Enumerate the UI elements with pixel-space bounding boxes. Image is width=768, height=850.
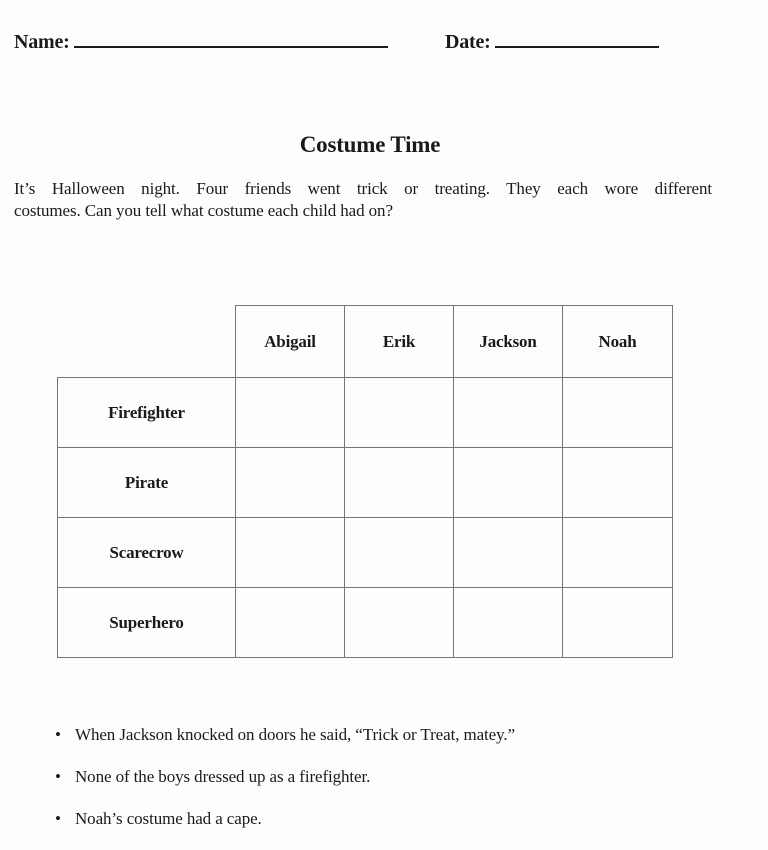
grid-cell-superhero-erik[interactable] bbox=[345, 588, 454, 658]
costume-logic-grid bbox=[57, 305, 673, 658]
grid-cell-superhero-noah[interactable] bbox=[563, 588, 673, 658]
grid-cell-firefighter-abigail[interactable] bbox=[236, 378, 345, 448]
row-header-superhero: Superhero bbox=[58, 588, 236, 658]
date-group bbox=[445, 31, 659, 54]
worksheet-title: Costume Time bbox=[299, 132, 441, 157]
date-label: Date: bbox=[445, 31, 491, 53]
grid-corner-cell bbox=[58, 306, 236, 378]
grid-cell-scarecrow-abigail[interactable] bbox=[236, 518, 345, 588]
column-header-erik: Erik bbox=[345, 306, 454, 378]
column-header-noah: Noah bbox=[563, 306, 673, 378]
grid-header-row bbox=[58, 306, 673, 378]
date-blank-field[interactable] bbox=[495, 32, 659, 48]
row-header-pirate: Pirate bbox=[58, 448, 236, 518]
name-blank-field[interactable] bbox=[74, 32, 388, 48]
column-header-jackson: Jackson bbox=[454, 306, 563, 378]
bullet-icon bbox=[55, 724, 75, 746]
clue-item bbox=[55, 724, 715, 746]
clue-item bbox=[55, 766, 715, 788]
clue-item bbox=[55, 808, 715, 830]
grid-row-superhero bbox=[58, 588, 673, 658]
instructions-line-2: costumes. Can you tell what costume each child had on? bbox=[14, 201, 393, 220]
grid-cell-superhero-abigail[interactable] bbox=[236, 588, 345, 658]
instructions-line-1: It’s Halloween night. Four friends went trick or treating. They each wore different bbox=[14, 179, 712, 198]
bullet-icon bbox=[55, 766, 75, 788]
row-header-scarecrow: Scarecrow bbox=[58, 518, 236, 588]
grid-cell-firefighter-erik[interactable] bbox=[345, 378, 454, 448]
grid-cell-scarecrow-erik[interactable] bbox=[345, 518, 454, 588]
grid-cell-scarecrow-jackson[interactable] bbox=[454, 518, 563, 588]
grid-cell-firefighter-jackson[interactable] bbox=[454, 378, 563, 448]
clue-text-1: When Jackson knocked on doors he said, “Trick or Treat, matey.” bbox=[75, 725, 516, 744]
bullet-icon bbox=[55, 808, 75, 830]
grid-cell-scarecrow-noah[interactable] bbox=[563, 518, 673, 588]
grid-row-firefighter bbox=[58, 378, 673, 448]
grid-row-scarecrow bbox=[58, 518, 673, 588]
grid-cell-firefighter-noah[interactable] bbox=[563, 378, 673, 448]
name-label: Name: bbox=[14, 31, 70, 53]
row-header-firefighter: Firefighter bbox=[58, 378, 236, 448]
name-group bbox=[14, 31, 388, 54]
grid-row-pirate bbox=[58, 448, 673, 518]
clue-text-3: Noah’s costume had a cape. bbox=[75, 809, 262, 828]
instructions-paragraph bbox=[14, 178, 712, 222]
grid-cell-pirate-noah[interactable] bbox=[563, 448, 673, 518]
grid-cell-pirate-erik[interactable] bbox=[345, 448, 454, 518]
grid-cell-superhero-jackson[interactable] bbox=[454, 588, 563, 658]
name-date-row bbox=[14, 31, 768, 55]
grid-cell-pirate-abigail[interactable] bbox=[236, 448, 345, 518]
grid-cell-pirate-jackson[interactable] bbox=[454, 448, 563, 518]
clue-text-2: None of the boys dressed up as a firefighter. bbox=[75, 767, 371, 786]
clues-list bbox=[55, 724, 715, 850]
column-header-abigail: Abigail bbox=[236, 306, 345, 378]
